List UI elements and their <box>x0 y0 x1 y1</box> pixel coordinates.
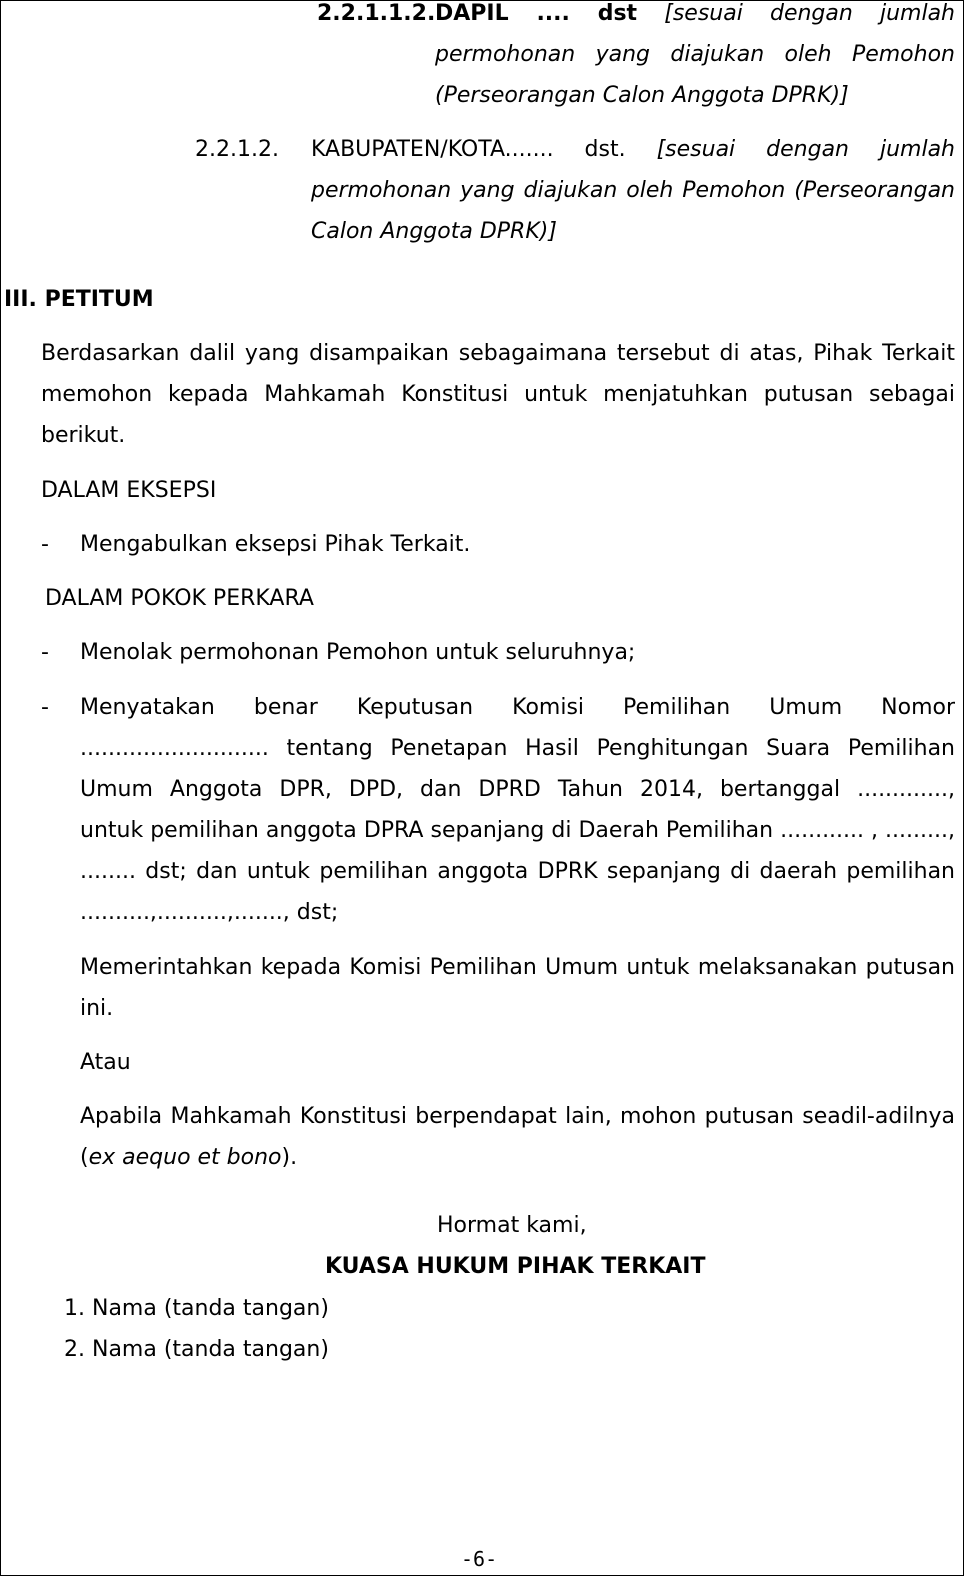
page-number: -6- <box>461 1547 498 1571</box>
perintah-paragraph <box>80 947 955 1029</box>
section-number-2-2-1-2: 2.2.1.2. <box>195 137 279 162</box>
section-2-2-1-1-2-text-3: (Perseorangan Calon Anggota DPRK)] <box>435 83 849 108</box>
pokok-item-2-line-3: Umum Anggota DPR, DPD, dan DPRD Tahun 2014, bertanggal ............., <box>80 777 955 802</box>
perintah-line-2: ini. <box>80 996 114 1021</box>
alternatif-open-paren: ( <box>80 1145 89 1170</box>
atau-text: Atau <box>80 1050 131 1075</box>
signatory-1: 1. Nama (tanda tangan) <box>64 1296 329 1321</box>
pokok-item-2-line-5: ........ dst; dan untuk pemilihan anggota DPRK sepanjang di daerah pemilihan <box>80 859 955 884</box>
pokok-bullet-1: - <box>41 640 49 665</box>
signatory-2: 2. Nama (tanda tangan) <box>64 1337 329 1362</box>
perintah-line-1: Memerintahkan kepada Komisi Pemilihan Umum untuk melaksanakan putusan <box>80 955 955 980</box>
eksepsi-heading: DALAM EKSEPSI <box>41 478 217 503</box>
petitum-intro-line-2: memohon kepada Mahkamah Konstitusi untuk menjatuhkan putusan sebagai <box>41 382 955 407</box>
eksepsi-bullet: - <box>41 532 49 557</box>
pokok-item-1: Menolak permohonan Pemohon untuk seluruhnya; <box>80 640 636 665</box>
closing-salutation: Hormat kami, <box>437 1213 587 1238</box>
section-2-2-1-1-2-body <box>435 34 955 116</box>
petitum-intro-line-1: Berdasarkan dalil yang disampaikan sebagaimana tersebut di atas, Pihak Terkait <box>41 341 955 366</box>
section-2-2-1-1-2-lead: DAPIL .... dst <box>435 1 638 26</box>
section-2-2-1-2-body <box>311 129 955 252</box>
alternatif-close-paren: ). <box>281 1145 298 1170</box>
pokok-item-2-line-6: ..........,..........,......., dst; <box>80 900 339 925</box>
section-2-2-1-1-2-text-1: [sesuai dengan jumlah <box>664 1 955 26</box>
alternatif-line-1: Apabila Mahkamah Konstitusi berpendapat lain, mohon putusan seadil-adilnya <box>80 1104 955 1129</box>
alternatif-paragraph <box>80 1096 955 1178</box>
pokok-perkara-heading: DALAM POKOK PERKARA <box>45 586 314 611</box>
section-2-2-1-2-text-3: Calon Anggota DPRK)] <box>311 219 557 244</box>
petitum-heading: III. PETITUM <box>4 287 154 312</box>
section-number-2-2-1-1-2: 2.2.1.1.2. <box>317 1 436 26</box>
section-2-2-1-1-2-text-2: permohonan yang diajukan oleh Pemohon <box>435 42 955 67</box>
pokok-bullet-2: - <box>41 695 49 720</box>
pokok-item-2-line-4: untuk pemilihan anggota DPRA sepanjang di Daerah Pemilihan ............ , ........., <box>80 818 955 843</box>
section-2-2-1-2-text-2: permohonan yang diajukan oleh Pemohon (Perseorangan <box>311 178 955 203</box>
section-2-2-1-2-text-1: [sesuai dengan jumlah <box>656 137 955 162</box>
section-2-2-1-2-lead: KABUPATEN/KOTA....... dst. <box>311 137 626 162</box>
petitum-intro-line-3: berikut. <box>41 423 126 448</box>
pokok-item-2-line-1: Menyatakan benar Keputusan Komisi Pemilihan Umum Nomor <box>80 695 955 720</box>
closing-title: KUASA HUKUM PIHAK TERKAIT <box>325 1254 706 1279</box>
petitum-intro <box>41 333 955 456</box>
alternatif-line-2 <box>80 1137 955 1178</box>
eksepsi-item: Mengabulkan eksepsi Pihak Terkait. <box>80 532 471 557</box>
section-2-2-1-1-2-first-line <box>435 0 955 34</box>
ex-aequo-et-bono: ex aequo et bono <box>88 1145 282 1170</box>
pokok-item-2-line-2: ........................... tentang Penetapan Hasil Penghitungan Suara Pemilihan <box>80 736 955 761</box>
pokok-item-2 <box>80 687 955 933</box>
